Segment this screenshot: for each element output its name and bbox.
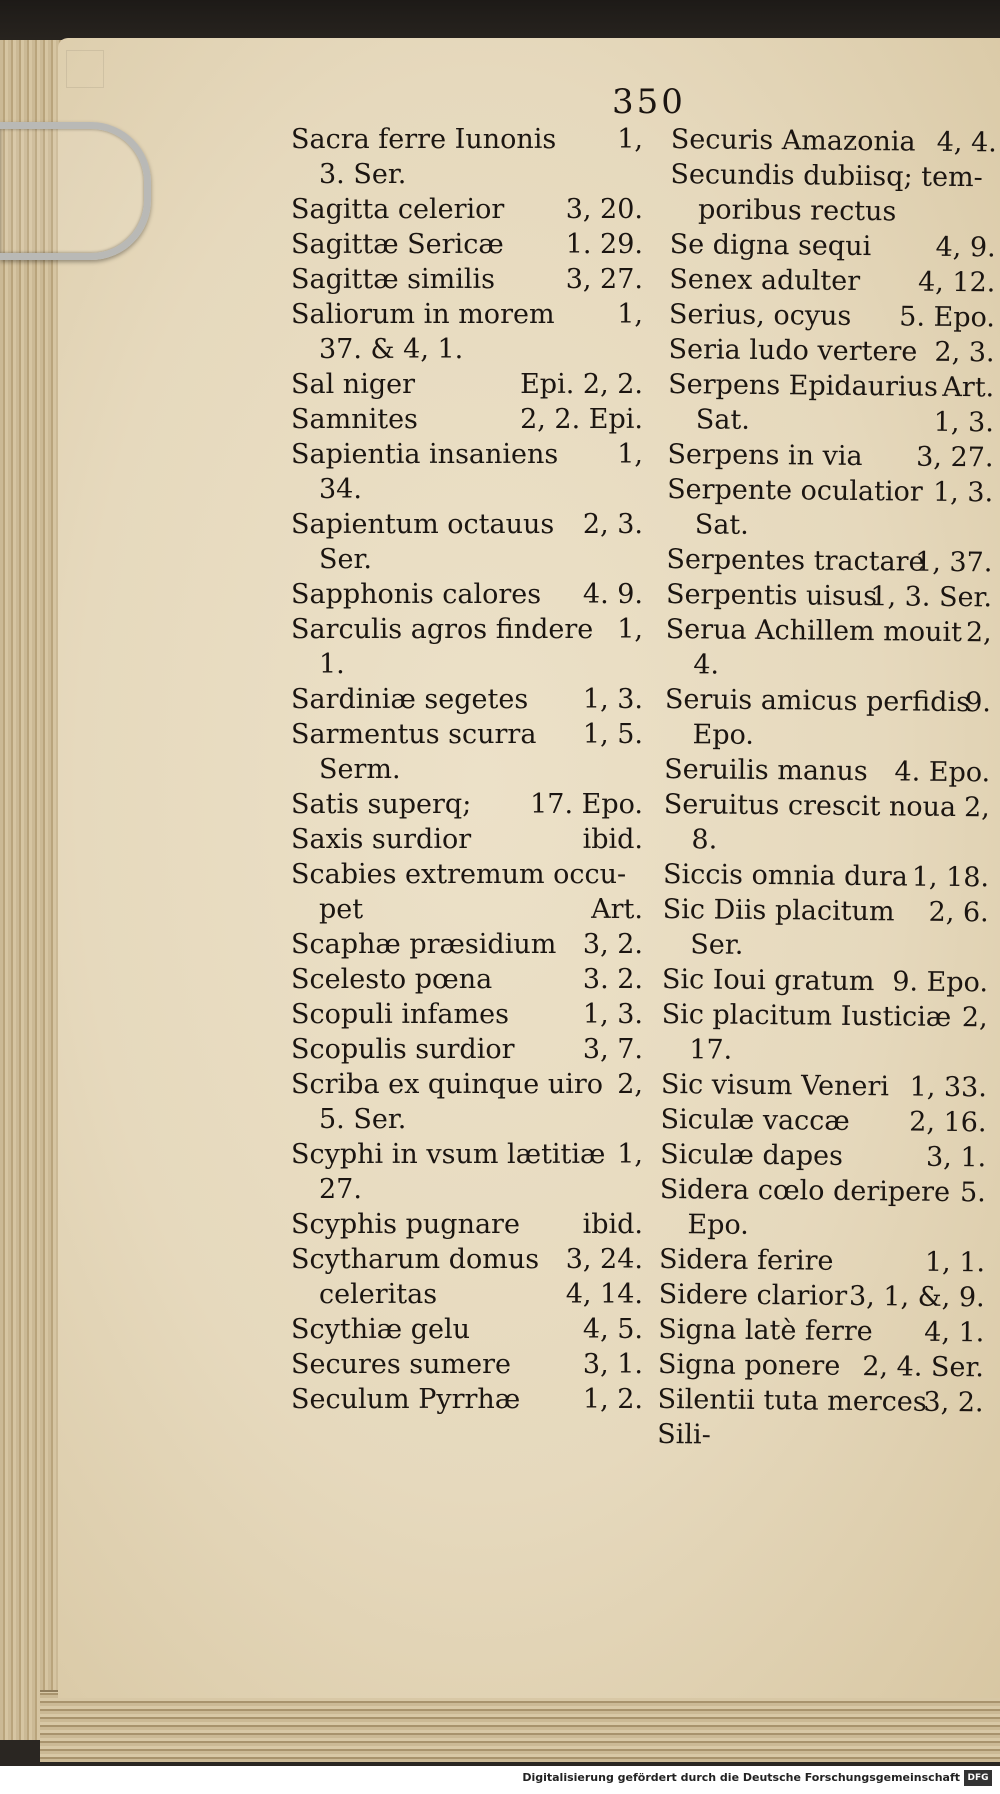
entry-reference: Epi. 2, 2.: [520, 369, 643, 400]
entry-term: Sili-: [657, 1418, 711, 1451]
entry-reference: Art.: [591, 894, 643, 925]
entry-reference: 1,: [617, 299, 643, 330]
index-entry: [291, 997, 643, 1032]
index-entry: [291, 1137, 643, 1172]
entry-reference: 1,: [617, 614, 643, 645]
entry-reference: 3, 7.: [582, 1034, 643, 1065]
entry-reference: 1, 2.: [582, 1384, 643, 1415]
entry-term: Serpens in via: [667, 438, 863, 473]
index-entry: [667, 437, 993, 475]
index-entry: [291, 332, 643, 367]
entry-reference: 1, 18.: [911, 861, 990, 894]
entry-term: celeritas: [319, 1279, 438, 1310]
index-entry: [666, 542, 992, 580]
entry-term: Seculum Pyrrhæ: [291, 1384, 521, 1415]
entry-term: Sic Ioui gratum: [661, 963, 875, 998]
index-entry: [291, 297, 643, 332]
index-entry: [291, 1382, 643, 1417]
entry-term: Silentii tuta merces: [657, 1383, 927, 1418]
index-entry: [658, 1312, 984, 1350]
index-entry: [659, 1242, 985, 1280]
entry-reference: 1, 3.: [582, 684, 643, 715]
index-entry: [668, 367, 994, 405]
index-entry: [291, 1102, 643, 1137]
entry-reference: 4. Epo.: [894, 756, 991, 789]
entry-term: Scriba ex quinque uiro: [291, 1069, 604, 1100]
entry-reference: 2,: [963, 792, 990, 824]
entry-term: Samnites: [291, 404, 418, 435]
index-entry: [665, 682, 991, 720]
index-entry: [291, 437, 643, 472]
index-entry: [291, 507, 643, 542]
index-entry: [291, 122, 643, 157]
entry-reference: 1, 37.: [914, 546, 993, 579]
entry-term: Serpentes tractare: [666, 543, 925, 578]
entry-reference: 3, 27.: [916, 441, 994, 474]
entry-reference: 3, 2.: [582, 929, 643, 960]
entry-term: Sacra ferre Iunonis: [291, 124, 557, 155]
entry-reference: 4, 12.: [917, 266, 996, 299]
entry-term: Ser.: [690, 929, 744, 961]
entry-term: Sidera cœlo deripere: [659, 1173, 951, 1208]
entry-reference: 9.: [965, 687, 992, 719]
entry-term: Scaphæ præsidium: [291, 929, 557, 960]
index-column-right: [657, 122, 997, 1455]
entry-reference: 2,: [617, 1069, 643, 1100]
index-entry: [291, 1032, 643, 1067]
entry-reference: 1,: [617, 1139, 643, 1170]
entry-term: Serpentis uisus: [665, 578, 878, 613]
index-entry: [661, 1032, 987, 1070]
entry-term: Seruitus crescit noua: [663, 788, 957, 824]
index-entry: [291, 1312, 643, 1347]
footer-bar: [0, 1766, 1000, 1794]
entry-reference: 2, 16.: [909, 1106, 987, 1139]
index-entry: [291, 1242, 643, 1277]
entry-reference: 4, 9.: [935, 231, 996, 264]
entry-term: Sic placitum Iusticiæ: [661, 998, 952, 1033]
index-entry: [662, 962, 988, 1000]
entry-term: Signa latè ferre: [658, 1313, 873, 1348]
entry-term: 8.: [691, 824, 718, 856]
index-entry: [671, 122, 997, 160]
index-entry: [659, 1277, 985, 1315]
entry-reference: 2, 6.: [928, 896, 989, 929]
entry-reference: 3, 2.: [923, 1386, 984, 1419]
entry-term: Serua Achillem mouit: [665, 613, 963, 649]
entry-term: Seria ludo vertere: [668, 333, 918, 368]
entry-reference: 4, 14.: [565, 1279, 643, 1310]
entry-term: Se digna sequi: [669, 228, 872, 263]
entry-term: Siculæ dapes: [660, 1138, 844, 1172]
entry-term: Sapphonis calores: [291, 579, 542, 610]
entry-reference: ibid.: [582, 1209, 643, 1240]
entry-reference: 2,: [961, 1002, 988, 1034]
corner-crease: [66, 50, 104, 88]
entry-term: 37. & 4, 1.: [319, 334, 464, 365]
entry-term: 5. Ser.: [319, 1104, 407, 1135]
dfg-logo: DFG: [964, 1770, 992, 1786]
entry-reference: 1,: [617, 124, 643, 155]
entry-reference: 1. 29.: [565, 229, 643, 260]
index-entry: [291, 962, 643, 997]
index-entry: [670, 227, 996, 265]
index-entry: [291, 927, 643, 962]
entry-term: Sal niger: [291, 369, 416, 400]
index-entry: [291, 682, 643, 717]
index-entry: [663, 857, 989, 895]
entry-reference: 1, 5.: [582, 719, 643, 750]
entry-term: 3. Ser.: [319, 159, 407, 190]
index-entry: [666, 612, 992, 650]
entry-reference: 1, 3.: [933, 406, 995, 439]
index-column-left: [291, 122, 643, 1417]
entry-reference: 4, 1.: [924, 1316, 985, 1349]
book-clip: [0, 122, 151, 260]
entry-term: Scyphis pugnare: [291, 1209, 520, 1240]
index-entry: [291, 157, 643, 192]
entry-reference: 2, 3.: [934, 336, 995, 369]
index-entry: [291, 892, 643, 927]
index-entry: [667, 472, 993, 510]
entry-term: Siccis omnia dura: [662, 858, 908, 893]
entry-reference: 9. Epo.: [892, 966, 989, 999]
entry-reference: ibid.: [582, 824, 643, 855]
index-entry: [661, 997, 987, 1035]
index-entry: [669, 297, 995, 335]
entry-term: Sic Diis placitum: [662, 893, 895, 928]
entry-term: Scelesto pœna: [291, 964, 493, 995]
entry-reference: 1, 33.: [909, 1071, 988, 1104]
entry-term: Scopuli infames: [291, 999, 509, 1030]
entry-term: Secures sumere: [291, 1349, 512, 1380]
index-entry: [657, 1417, 983, 1455]
index-entry: [291, 822, 643, 857]
index-entry: [291, 227, 643, 262]
entry-term: Sat.: [694, 509, 749, 541]
entry-reference: 3, 1.: [582, 1349, 643, 1380]
entry-term: Siculæ vaccæ: [660, 1103, 850, 1137]
index-entry: [666, 577, 992, 615]
entry-reference: 1,: [617, 439, 643, 470]
index-entry: [291, 612, 643, 647]
entry-reference: 2, 3.: [582, 509, 643, 540]
index-entry: [664, 752, 990, 790]
index-entry: [657, 1382, 983, 1420]
entry-term: 4.: [693, 649, 720, 681]
entry-term: Saliorum in morem: [291, 299, 555, 330]
index-entry: [663, 892, 989, 930]
index-entry: [291, 1067, 643, 1102]
entry-reference: 1, 3. Ser.: [870, 581, 993, 614]
entry-term: Sidere clarior: [658, 1278, 848, 1312]
index-entry: [670, 192, 996, 230]
index-entry: [669, 262, 995, 300]
entry-reference: 5. Epo.: [899, 301, 996, 334]
entry-term: Saxis surdior: [291, 824, 472, 855]
entry-term: Sic visum Veneri: [660, 1068, 890, 1103]
entry-term: poribus rectus: [697, 194, 897, 228]
footer-credit: Digitalisierung gefördert durch die Deutsche Forschungsgemeinschaft: [522, 1771, 960, 1784]
book-page-edges-bottom: [40, 1690, 1000, 1762]
index-entry: [291, 752, 643, 787]
entry-term: Epo.: [687, 1209, 749, 1241]
index-entry: [291, 472, 643, 507]
entry-term: 17.: [689, 1034, 733, 1066]
entry-reference: 4, 4.: [936, 126, 997, 159]
entry-term: Seruis amicus perfidis: [664, 683, 971, 719]
entry-reference: 4. 9.: [582, 579, 643, 610]
entry-term: Ser.: [319, 544, 372, 575]
index-entry: [663, 822, 989, 860]
entry-term: Sidera ferire: [658, 1243, 834, 1277]
entry-reference: 3, 1, &, 9.: [848, 1280, 985, 1314]
index-entry: [291, 262, 643, 297]
entry-reference: 3, 24.: [565, 1244, 643, 1275]
entry-reference: 17. Epo.: [530, 789, 643, 820]
index-entry: [670, 157, 996, 195]
index-entry: [291, 647, 643, 682]
entry-reference: 3, 27.: [565, 264, 643, 295]
page-number: 350: [612, 82, 686, 122]
entry-term: Secundis dubiisq; tem-: [670, 158, 983, 194]
entry-term: Scythiæ gelu: [291, 1314, 470, 1345]
entry-reference: 2,: [965, 617, 992, 649]
index-entry: [291, 857, 643, 892]
entry-term: Serius, ocyus: [668, 298, 852, 332]
entry-reference: 4, 5.: [582, 1314, 643, 1345]
index-entry: [291, 1207, 643, 1242]
entry-term: 1.: [319, 649, 345, 680]
entry-term: Scyphi in vsum lætitiæ: [291, 1139, 606, 1170]
entry-reference: 3, 1.: [925, 1141, 987, 1174]
index-entry: [291, 367, 643, 402]
entry-term: Scabies extremum occu-: [291, 859, 627, 890]
entry-term: 27.: [319, 1174, 362, 1205]
entry-term: Scytharum domus: [291, 1244, 540, 1275]
entry-term: Sagitta celerior: [291, 194, 505, 225]
entry-term: Sardiniæ segetes: [291, 684, 529, 715]
entry-term: Satis superq;: [291, 789, 472, 820]
entry-term: Senex adulter: [669, 263, 861, 297]
index-entry: [291, 787, 643, 822]
index-entry: [668, 402, 994, 440]
entry-term: Signa ponere: [657, 1348, 841, 1382]
entry-reference: 3, 20.: [565, 194, 643, 225]
index-entry: [664, 717, 990, 755]
index-entry: [291, 402, 643, 437]
book-page-edges-left: [0, 40, 66, 1740]
entry-term: Sapientum octauus: [291, 509, 555, 540]
index-entry: [660, 1102, 986, 1140]
entry-term: Serm.: [319, 754, 401, 785]
index-entry: [665, 647, 991, 685]
entry-term: Sarmentus scurra: [291, 719, 537, 750]
entry-term: Sat.: [695, 404, 751, 436]
index-entry: [660, 1137, 986, 1175]
entry-term: Serpens Epidaurius: [668, 368, 939, 403]
entry-term: Sagittæ Sericæ: [291, 229, 504, 260]
index-entry: [662, 927, 988, 965]
entry-reference: Art.: [942, 371, 995, 404]
entry-term: Scopulis surdior: [291, 1034, 515, 1065]
index-entry: [291, 1277, 643, 1312]
index-entry: [291, 1347, 643, 1382]
entry-term: Securis Amazonia: [670, 123, 916, 158]
entry-term: Sapientia insaniens: [291, 439, 559, 470]
index-entry: [660, 1172, 986, 1210]
entry-term: Sagittæ similis: [291, 264, 496, 295]
index-entry: [291, 717, 643, 752]
index-entry: [291, 192, 643, 227]
index-entry: [661, 1067, 987, 1105]
index-entry: [291, 542, 643, 577]
entry-term: Seruilis manus: [664, 753, 868, 788]
entry-term: Sarculis agros findere: [291, 614, 594, 645]
index-entry: [291, 577, 643, 612]
entry-reference: 2, 2. Epi.: [520, 404, 643, 435]
entry-term: Epo.: [692, 719, 755, 751]
entry-reference: 1, 3.: [932, 476, 994, 509]
entry-reference: 3. 2.: [582, 964, 643, 995]
index-entry: [291, 1172, 643, 1207]
index-entry: [668, 332, 994, 370]
entry-reference: 1, 1.: [924, 1246, 986, 1279]
index-entry: [659, 1207, 985, 1245]
index-entry: [658, 1347, 984, 1385]
entry-term: Serpente oculatior: [666, 473, 923, 508]
entry-term: 34.: [319, 474, 362, 505]
entry-term: pet: [319, 894, 364, 925]
entry-reference: 2, 4. Ser.: [862, 1351, 985, 1384]
index-entry: [667, 507, 993, 545]
entry-reference: 1, 3.: [582, 999, 643, 1030]
entry-reference: 5.: [959, 1177, 986, 1209]
index-entry: [664, 787, 990, 825]
